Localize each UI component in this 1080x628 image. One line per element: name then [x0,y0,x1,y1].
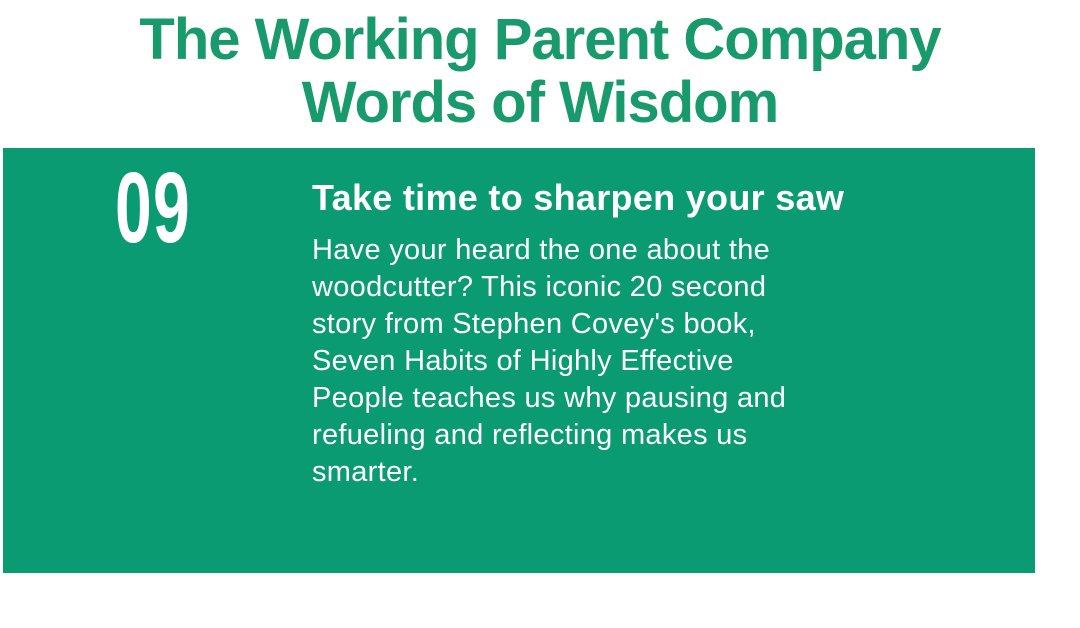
body-line: Have your heard the one about the [312,234,771,266]
body-line: Seven Habits of Highly Effective [312,345,734,377]
card-number: 09 [115,152,192,264]
title-line-1: The Working Parent Company [139,7,941,72]
body-line: smarter. [312,456,420,488]
wisdom-card [3,148,1035,573]
body-line: People teaches us why pausing and [312,382,787,414]
body-line: story from Stephen Covey's book, [312,308,756,340]
card-heading: Take time to sharpen your saw [312,177,845,218]
page-title [0,8,1080,134]
body-line: refueling and reflecting makes us [312,419,748,451]
title-line-2: Words of Wisdom [301,70,779,135]
card-body [312,232,872,491]
card-text-column [312,174,872,491]
body-line: woodcutter? This iconic 20 second [312,271,767,303]
